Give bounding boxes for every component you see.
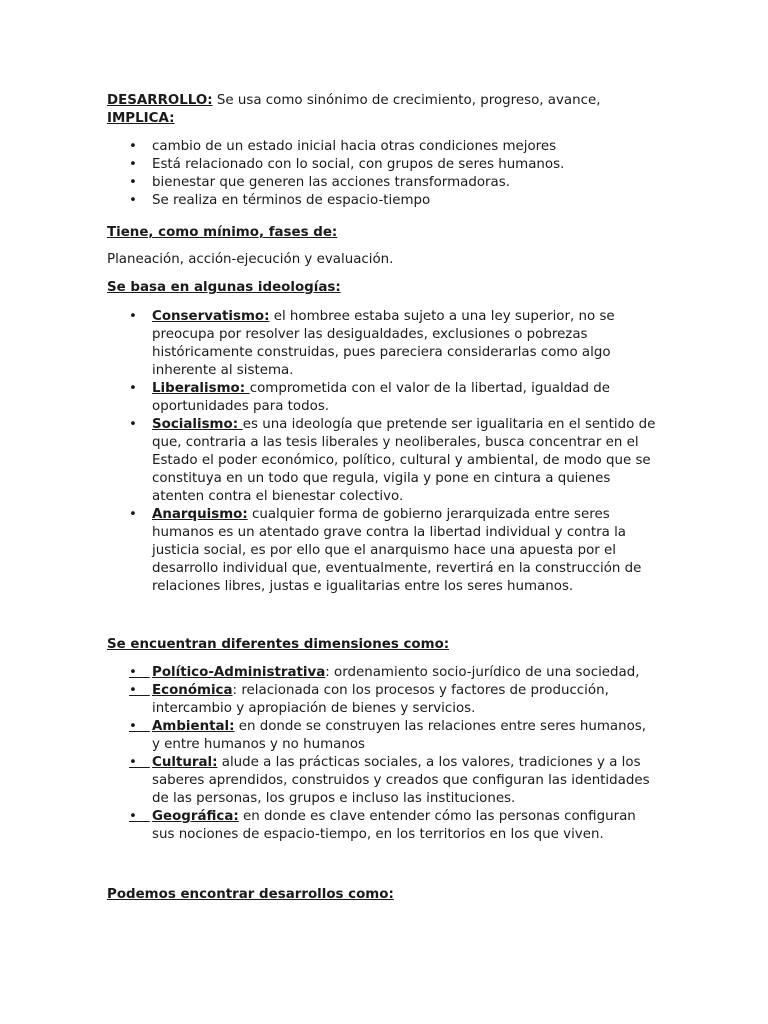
bullet-icon: • <box>129 507 137 522</box>
bullet-icon: • <box>129 809 137 824</box>
ideologia-text: el hombree estaba sujeto a una ley superior, no se preocupa por resolver las desigualdades, exclusiones o pobrezas históricamente construidas, pues pareciera considerarlas como algo inherente al sistema. <box>152 309 615 378</box>
bullet-icon: • <box>129 175 137 190</box>
bullet-icon: • <box>129 417 137 432</box>
list-item <box>107 754 657 808</box>
dimensiones-list <box>107 664 657 844</box>
dimension-text: : ordenamiento socio-jurídico de una sociedad, <box>325 665 640 680</box>
list-item <box>107 308 657 380</box>
ideologias-heading: Se basa en algunas ideologías: <box>107 280 341 295</box>
dimension-term: Político-Administrativa <box>152 665 326 680</box>
bullet-icon: • <box>129 193 137 208</box>
ideologia-text: comprometida con el valor de la libertad, igualdad de oportunidades para todos. <box>152 381 610 414</box>
dimension-text: en donde es clave entender cómo las personas configuran sus nociones de espacio-tiempo, en los territorios en los que viven. <box>152 809 636 842</box>
desarrollo-definition: Se usa como sinónimo de crecimiento, progreso, avance, <box>212 93 601 108</box>
list-item-text: Está relacionado con lo social, con grupos de seres humanos. <box>152 157 565 172</box>
list-item <box>107 380 657 416</box>
ideologias-section <box>107 279 341 297</box>
definition-line <box>107 92 600 110</box>
bullet-icon: • <box>129 309 137 324</box>
dimensiones-section <box>107 636 449 654</box>
dimension-text: alude a las prácticas sociales, a los valores, tradiciones y a los saberes aprendidos, construidos y creados que configuran las identidades de las personas, los grupos e incluso las instituciones. <box>152 755 650 806</box>
dimension-term: Ambiental: <box>152 719 235 734</box>
bullet-icon: • <box>129 157 137 172</box>
dimension-term: Económica <box>152 683 233 698</box>
dimension-text: : relacionada con los procesos y factores de producción, intercambio y apropiación de bienes y servicios. <box>152 683 609 716</box>
list-item <box>107 192 667 210</box>
bullet-icon: • <box>129 139 137 154</box>
implica-term: IMPLICA: <box>107 111 175 126</box>
fases-section <box>107 224 337 242</box>
list-item-text: bienestar que generen las acciones transformadoras. <box>152 175 510 190</box>
fases-text: Planeación, acción-ejecución y evaluación. <box>107 252 394 267</box>
implica-line <box>107 110 600 128</box>
list-item <box>107 506 657 596</box>
list-item <box>107 808 657 844</box>
list-item-text: cambio de un estado inicial hacia otras condiciones mejores <box>152 139 557 154</box>
desarrollo-term: DESARROLLO: <box>107 93 213 108</box>
dimensiones-heading: Se encuentran diferentes dimensiones como: <box>107 637 450 652</box>
list-item <box>107 156 667 174</box>
list-item <box>107 138 667 156</box>
ideologias-list <box>107 308 657 596</box>
intro-section <box>107 92 600 128</box>
bullet-icon: • <box>129 665 137 680</box>
fases-heading: Tiene, como mínimo, fases de: <box>107 225 338 240</box>
desarrollos-section <box>107 886 394 904</box>
dimension-term: Geográfica: <box>152 809 239 824</box>
bullet-icon: • <box>129 755 137 770</box>
ideologia-term: Socialismo: <box>152 417 243 432</box>
ideologia-text: es una ideología que pretende ser igualitaria en el sentido de que, contraria a las tesis liberales y neoliberales, busca concentrar en el Estado el poder económico, político, cultural y ambiental, de modo que se constituya en un todo que regula, vigila y pone en cintura a quienes atenten contra el bienestar colectivo. <box>152 417 656 504</box>
list-item <box>107 416 657 506</box>
list-item <box>107 718 657 754</box>
ideologia-term: Anarquismo: <box>152 507 248 522</box>
bullet-icon: • <box>129 719 137 734</box>
dimension-text: en donde se construyen las relaciones entre seres humanos, y entre humanos y no humanos <box>152 719 647 752</box>
ideologia-term: Conservatismo: <box>152 309 270 324</box>
fases-text-block <box>107 251 393 269</box>
list-item <box>107 664 657 682</box>
bullet-icon: • <box>129 381 137 396</box>
list-item-text: Se realiza en términos de espacio-tiempo <box>152 193 431 208</box>
desarrollos-heading: Podemos encontrar desarrollos como: <box>107 887 394 902</box>
list-item <box>107 682 657 718</box>
ideologia-text: cualquier forma de gobierno jerarquizada entre seres humanos es un atentado grave contra la libertad individual y contra la justicia social, es por ello que el anarquismo hace una apuesta por el desarrollo individual que, eventualmente, revertirá en la construcción de relaciones libres, justas e igualitarias entre los seres humanos. <box>152 507 642 594</box>
implica-list <box>107 138 667 210</box>
bullet-icon: • <box>129 683 137 698</box>
dimension-term: Cultural: <box>152 755 218 770</box>
ideologia-term: Liberalismo: <box>152 381 250 396</box>
list-item <box>107 174 667 192</box>
